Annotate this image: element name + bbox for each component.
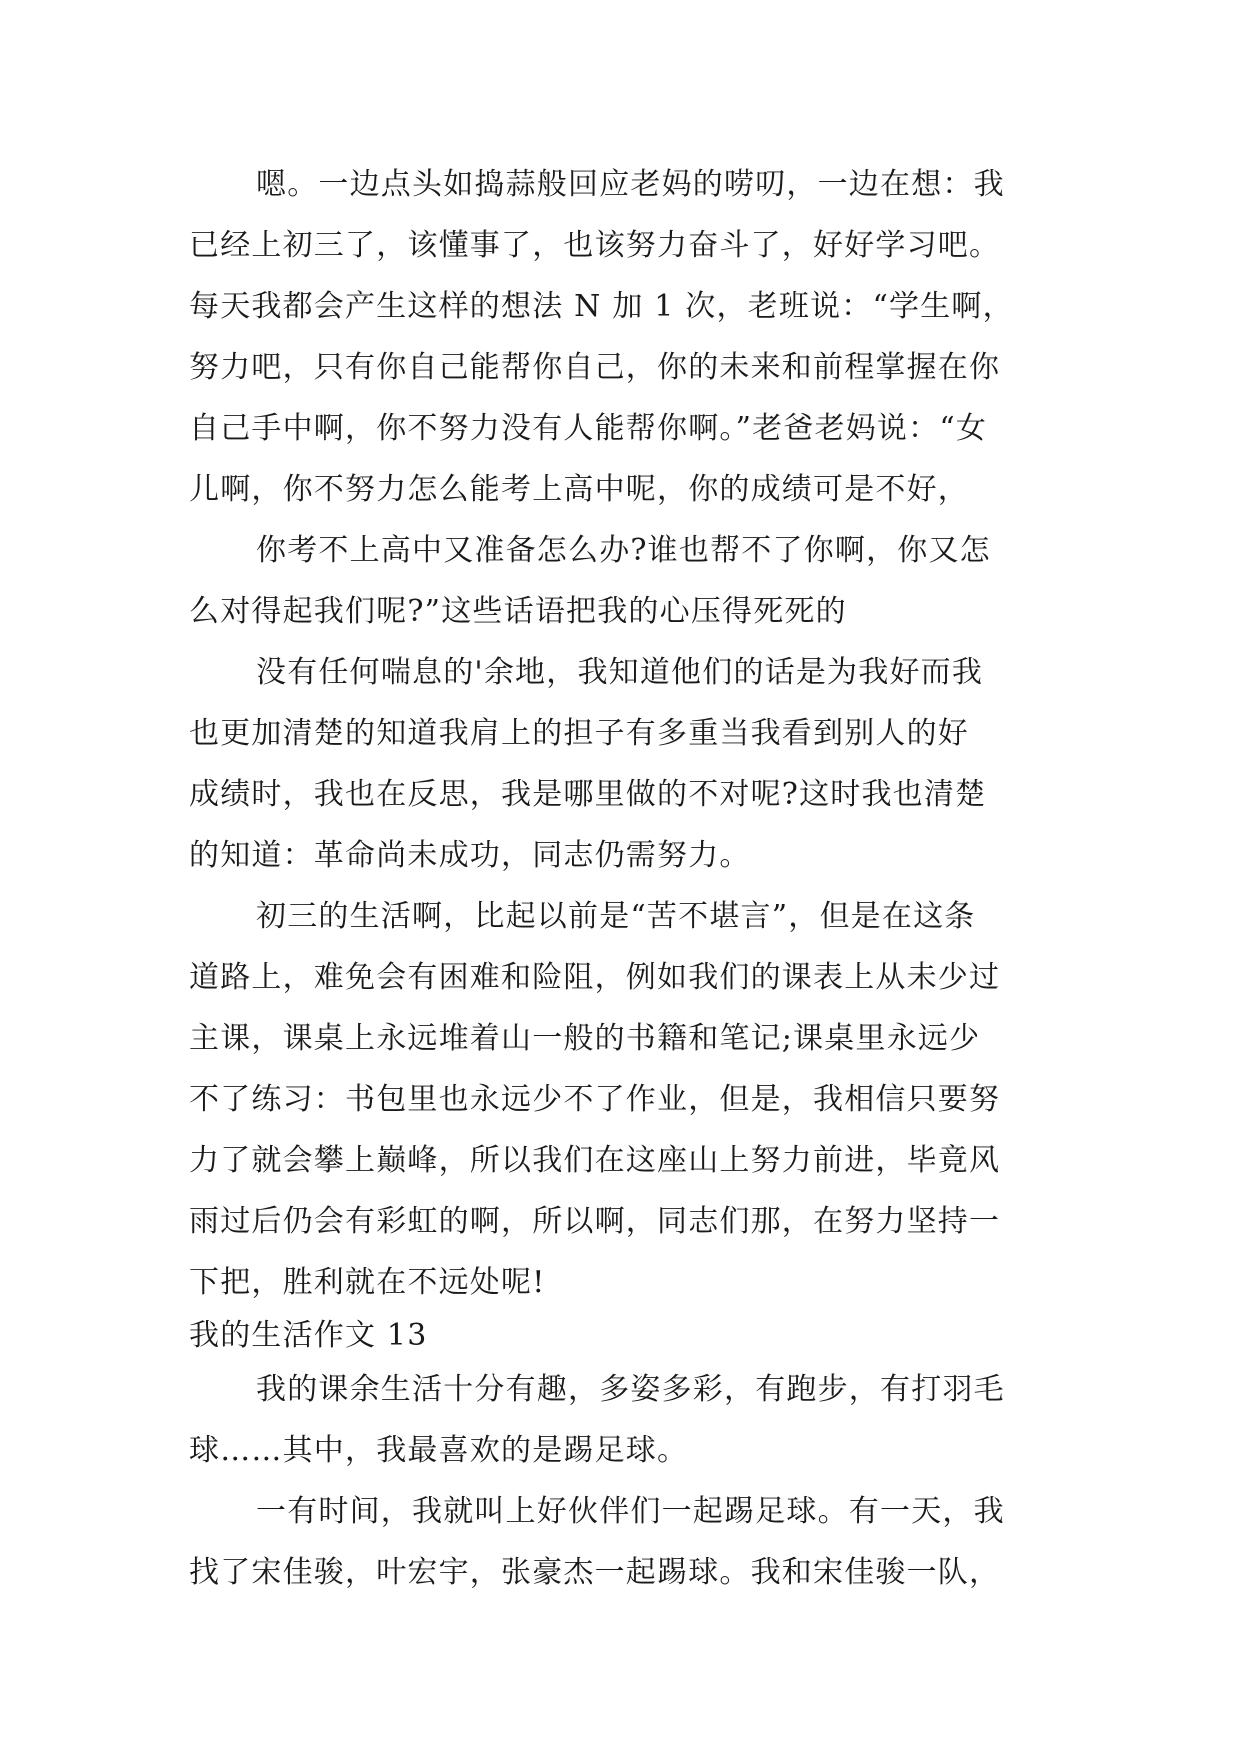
text-line: 没有任何喘息的'余地，我知道他们的话是为我好而我 (256, 655, 984, 690)
text-line: 努力吧，只有你自己能帮你自己，你的未来和前程掌握在你 (189, 350, 1001, 385)
text-line: 下把，胜利就在不远处呢! (189, 1265, 546, 1300)
text-line: 初三的生活啊，比起以前是“苦不堪言”，但是在这条 (256, 899, 976, 934)
text-line: 也更加清楚的知道我肩上的担子有多重当我看到别人的好 (189, 716, 969, 751)
text-line: 嗯。一边点头如捣蒜般回应老妈的唠叨，一边在想：我 (256, 167, 1005, 202)
text-line: 雨过后仍会有彩虹的啊，所以啊，同志们那，在努力坚持一 (189, 1204, 1001, 1239)
text-line: 我的课余生活十分有趣，多姿多彩，有跑步，有打羽毛 (256, 1372, 1005, 1407)
section-heading: 我的生活作文 13 (189, 1318, 428, 1353)
text-line: 球……其中，我最喜欢的是踢足球。 (189, 1433, 689, 1468)
text-line: 每天我都会产生这样的想法 N 加 1 次，老班说：“学生啊， (189, 289, 1014, 324)
text-line: 你考不上高中又准备怎么办?谁也帮不了你啊，你又怎 (256, 533, 991, 568)
text-line: 成绩时，我也在反思，我是哪里做的不对呢?这时我也清楚 (189, 777, 987, 812)
text-line: 力了就会攀上巅峰，所以我们在这座山上努力前进，毕竟风 (189, 1143, 1001, 1178)
text-line: 不了练习：书包里也永远少不了作业，但是，我相信只要努 (189, 1082, 1001, 1117)
text-line: 已经上初三了，该懂事了，也该努力奋斗了，好好学习吧。 (189, 228, 1001, 263)
text-line: 的知道：革命尚未成功，同志仍需努力。 (189, 838, 751, 873)
text-line: 主课，课桌上永远堆着山一般的书籍和笔记;课桌里永远少 (189, 1021, 981, 1056)
text-line: 找了宋佳骏，叶宏宇，张豪杰一起踢球。我和宋佳骏一队， (189, 1555, 1001, 1590)
text-line: 一有时间，我就叫上好伙伴们一起踢足球。有一天，我 (256, 1494, 1005, 1529)
text-line: 儿啊，你不努力怎么能考上高中呢，你的成绩可是不好， (189, 472, 969, 507)
text-line: 道路上，难免会有困难和险阻，例如我们的课表上从未少过 (189, 960, 1001, 995)
text-line: 自己手中啊，你不努力没有人能帮你啊。”老爸老妈说：“女 (189, 411, 988, 446)
text-line: 么对得起我们呢?”这些话语把我的心压得死死的 (189, 594, 847, 629)
